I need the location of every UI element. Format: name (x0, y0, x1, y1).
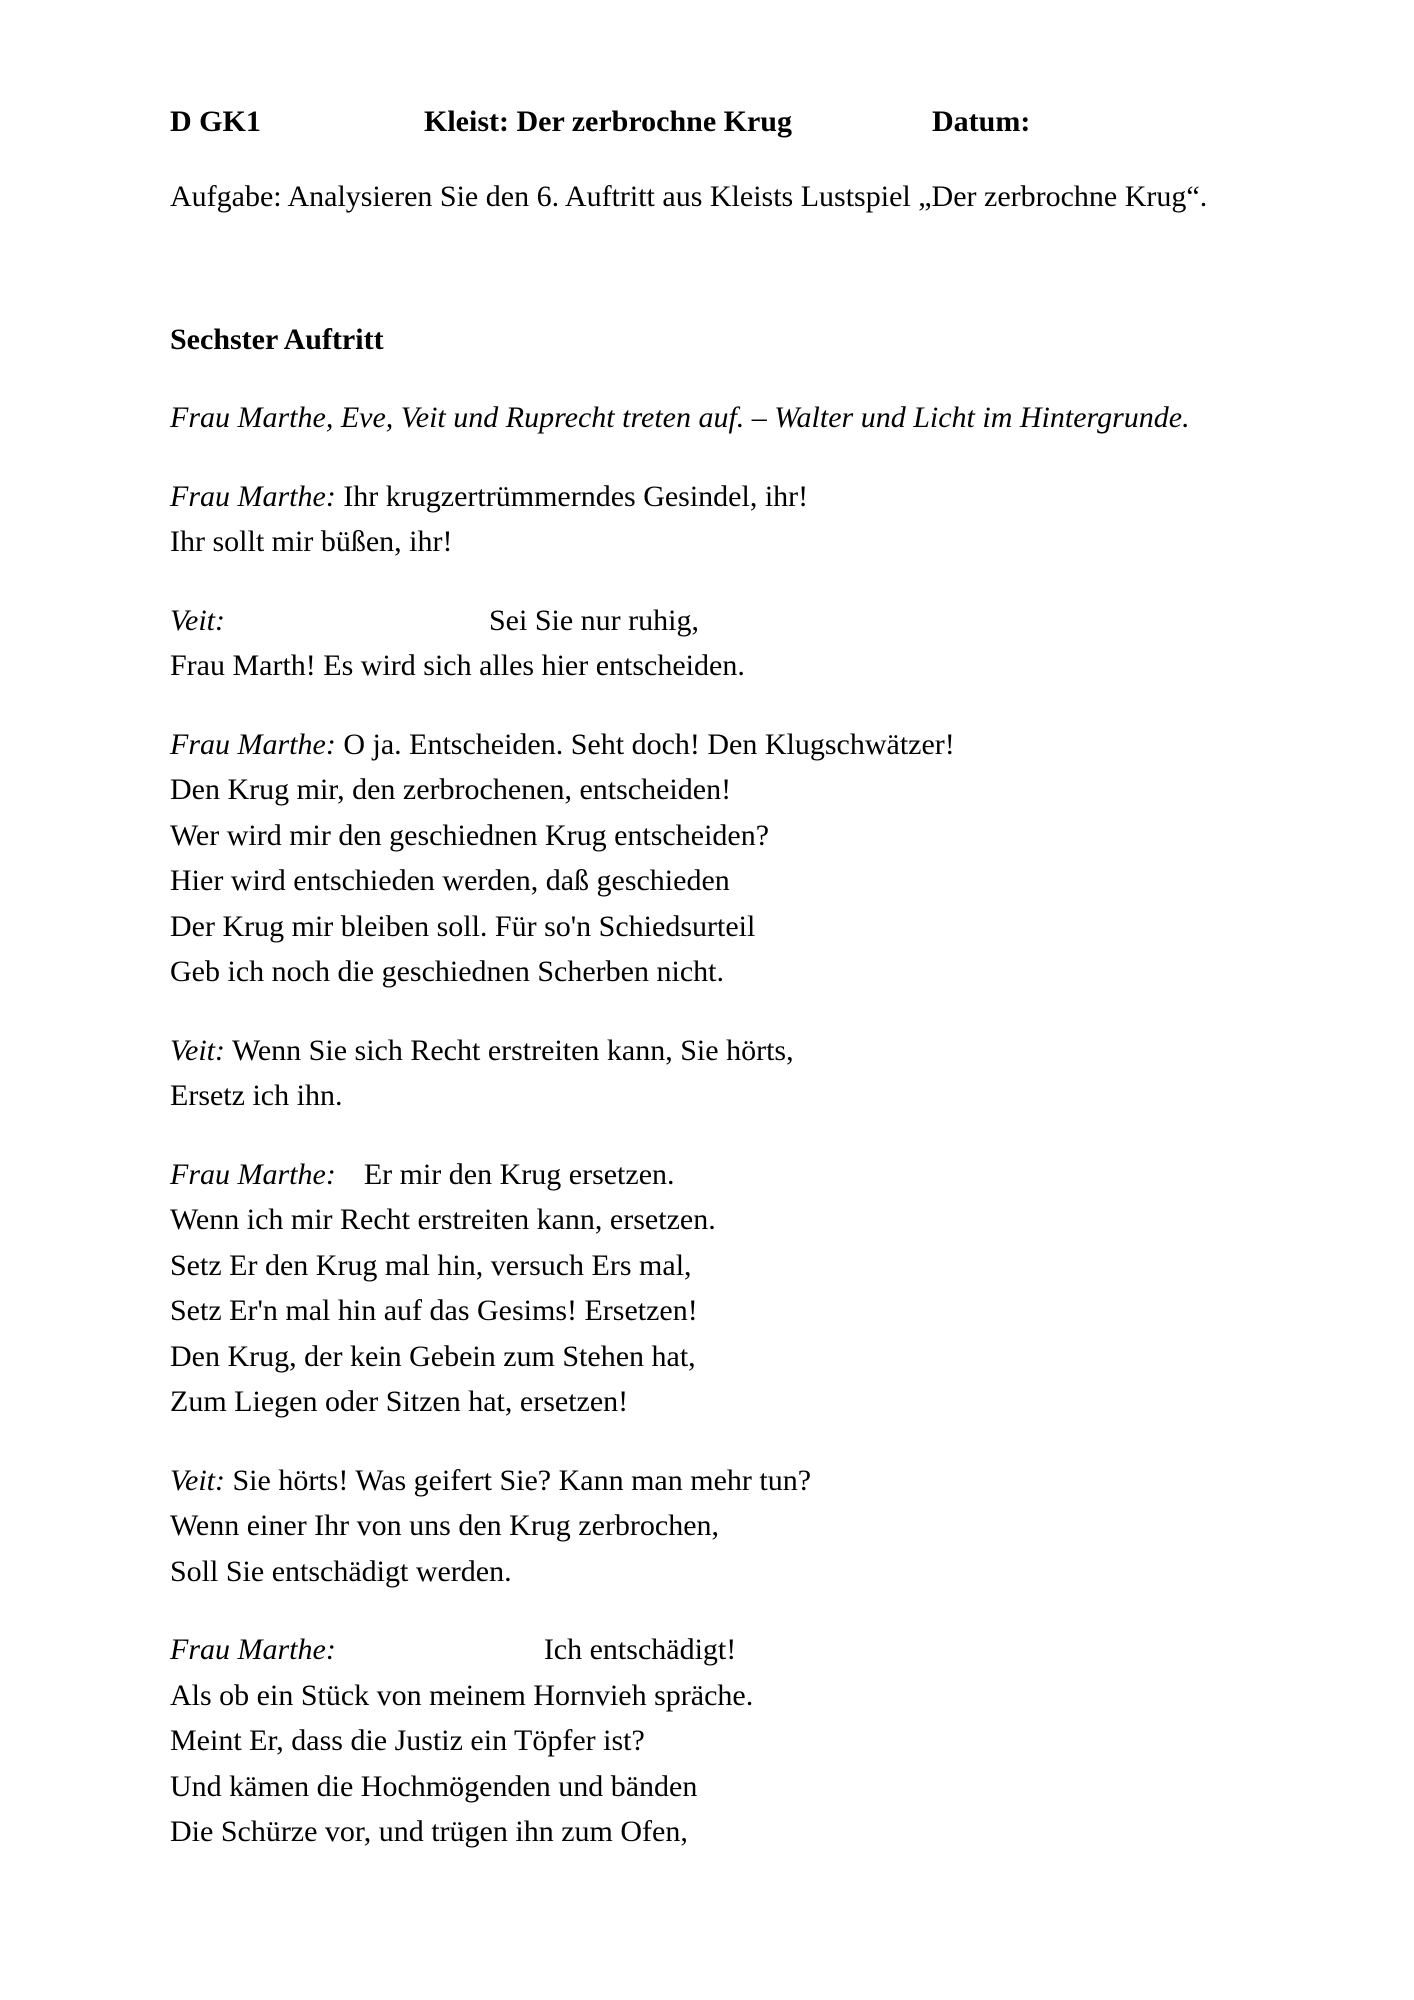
verse-line: Den Krug mir, den zerbrochenen, entscheiden! (170, 773, 732, 806)
worksheet-title: Kleist: Der zerbrochne Krug (424, 105, 792, 138)
verse-line-first (170, 1627, 1354, 1673)
verse-text: Ihr krugzertrümmerndes Gesindel, ihr! (343, 479, 809, 513)
speaker-name: Frau Marthe: (170, 479, 336, 513)
verse-line: Die Schürze vor, und trügen ihn zum Ofen, (170, 1815, 688, 1848)
verse-text: Sei Sie nur ruhig, (488, 603, 699, 637)
verse-line: Meint Er, dass die Justiz ein Töpfer ist? (170, 1724, 645, 1757)
verse-line-first (170, 1152, 1354, 1198)
speech-block (170, 722, 1354, 995)
verse-line: Frau Marth! Es wird sich alles hier entscheiden. (170, 649, 745, 682)
speech-block (170, 598, 1354, 689)
verse-line-first (170, 1458, 1354, 1504)
verse-line-first (170, 1028, 1354, 1074)
speech-block (170, 1028, 1354, 1119)
verse-line: Wer wird mir den geschiednen Krug entscheiden? (170, 818, 770, 852)
speaker-name: Veit: (170, 1463, 225, 1497)
verse-line: Soll Sie entschädigt werden. (170, 1554, 512, 1588)
verse-text: Ich entschädigt! (543, 1633, 737, 1666)
speech-block (170, 474, 1354, 565)
speaker-name: Frau Marthe: (170, 1157, 336, 1191)
play-text (170, 395, 1354, 1888)
verse-line: Ihr sollt mir büßen, ihr! (170, 525, 453, 558)
verse-line: Setz Er den Krug mal hin, versuch Ers mal, (170, 1248, 692, 1282)
scene-title: Sechster Auftritt (170, 323, 384, 356)
verse-line-first (170, 598, 1354, 644)
verse-text: Er mir den Krug ersetzen. (363, 1157, 675, 1191)
course-label: D GK1 (170, 105, 261, 138)
worksheet-header (170, 100, 1314, 144)
verse-line: Wenn einer Ihr von uns den Krug zerbrochen, (170, 1509, 720, 1542)
verse-line: Zum Liegen oder Sitzen hat, ersetzen! (170, 1385, 629, 1418)
verse-line: Der Krug mir bleiben soll. Für so'n Schiedsurteil (170, 909, 756, 943)
verse-line-first (170, 474, 1354, 520)
verse-line: Wenn ich mir Recht erstreiten kann, ersetzen. (170, 1203, 716, 1236)
verse-line: Und kämen die Hochmögenden und bänden (170, 1769, 698, 1803)
stage-direction: Frau Marthe, Eve, Veit und Ruprecht treten auf. – Walter und Licht im Hintergrunde. (170, 401, 1190, 434)
verse-text: O ja. Entscheiden. Seht doch! Den Klugschwätzer! (343, 727, 955, 761)
speaker-name: Frau Marthe: (170, 727, 336, 761)
speech-block (170, 1458, 1354, 1595)
speech-block (170, 1152, 1354, 1425)
speaker-name: Frau Marthe: (170, 1633, 336, 1666)
speaker-name: Veit: (170, 1033, 225, 1067)
verse-line: Ersetz ich ihn. (170, 1079, 343, 1112)
verse-line: Setz Er'n mal hin auf das Gesims! Ersetzen! (170, 1294, 698, 1327)
verse-text: Sie hörts! Was geifert Sie? Kann man mehr tun? (232, 1463, 812, 1497)
verse-line: Den Krug, der kein Gebein zum Stehen hat, (170, 1339, 696, 1373)
speaker-name: Veit: (170, 603, 225, 637)
verse-text: Wenn Sie sich Recht erstreiten kann, Sie hörts, (231, 1033, 794, 1067)
verse-line-first (170, 722, 1354, 768)
verse-line: Geb ich noch die geschiednen Scherben nicht. (170, 955, 724, 988)
speech-block (170, 1627, 1354, 1855)
verse-line: Als ob ein Stück von meinem Hornvieh spräche. (170, 1678, 754, 1712)
verse-line: Hier wird entschieden werden, daß geschieden (170, 864, 730, 897)
date-label: Datum: (932, 105, 1031, 138)
task-instruction: Aufgabe: Analysieren Sie den 6. Auftritt aus Kleists Lustspiel „Der zerbrochne Krug“. (170, 180, 1208, 213)
